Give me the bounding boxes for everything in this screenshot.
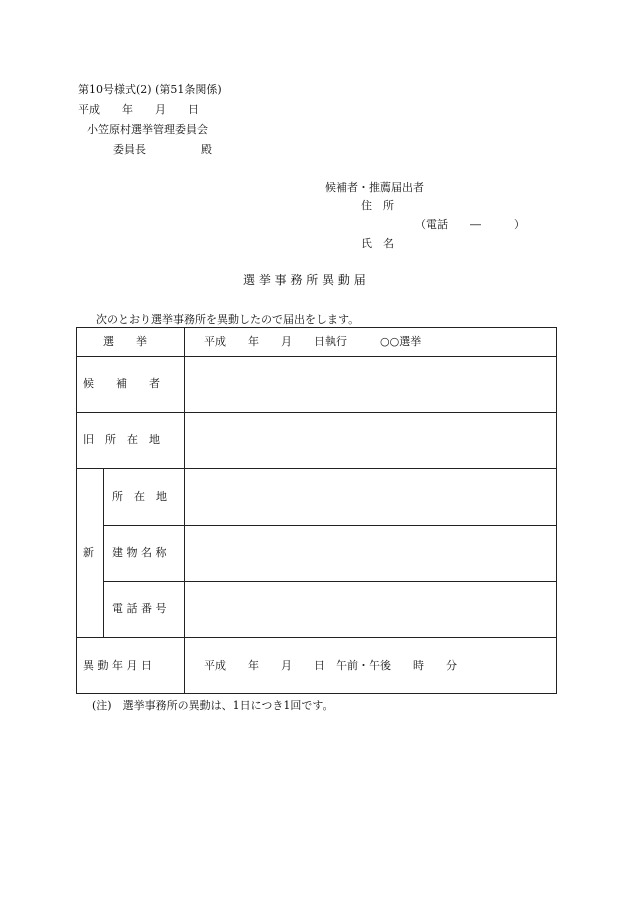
row-divider (77, 468, 556, 469)
change-date-value: 平成 年 月 日 午前・午後 時 分 (204, 659, 457, 672)
new-location-label: 所 在 地 (112, 490, 167, 503)
applicant-title: 候補者・推薦届出者 (325, 181, 424, 194)
form-number: 第10号様式(2) (第51条関係) (78, 83, 222, 96)
row-divider (77, 412, 556, 413)
new-label: 新 (83, 546, 94, 559)
old-location-label: 旧 所 在 地 (83, 433, 160, 446)
chairman-line: 委員長 殿 (113, 143, 212, 156)
name-label: 氏 名 (361, 237, 394, 250)
election-value: 平成 年 月 日執行 ○○選挙 (204, 335, 422, 348)
row-divider (77, 356, 556, 357)
candidate-label: 候 補 者 (83, 377, 160, 390)
building-name-field[interactable] (189, 527, 549, 579)
phone-number-field[interactable] (189, 583, 549, 635)
column-divider (184, 328, 185, 693)
new-location-field[interactable] (189, 471, 549, 523)
phone-line: （電話 ― ） (415, 218, 525, 231)
row-divider (103, 525, 556, 526)
old-location-field[interactable] (189, 414, 549, 466)
election-label: 選 挙 (103, 335, 147, 348)
report-table (76, 327, 557, 694)
document-title: 選 挙 事 務 所 異 動 届 (243, 273, 366, 287)
committee-name: 小笠原村選挙管理委員会 (87, 123, 208, 136)
building-name-label: 建 物 名 称 (112, 546, 167, 559)
footnote: (注) 選挙事務所の異動は、1日につき1回です。 (92, 699, 334, 712)
date-line: 平成 年 月 日 (78, 103, 199, 116)
address-label: 住 所 (361, 199, 394, 212)
change-date-label: 異 動 年 月 日 (83, 659, 152, 672)
intro-text: 次のとおり選挙事務所を異動したので届出をします。 (96, 313, 360, 326)
phone-number-label: 電 話 番 号 (112, 602, 167, 615)
column-divider (103, 468, 104, 637)
candidate-field[interactable] (189, 358, 549, 410)
row-divider (77, 637, 556, 638)
row-divider (103, 581, 556, 582)
